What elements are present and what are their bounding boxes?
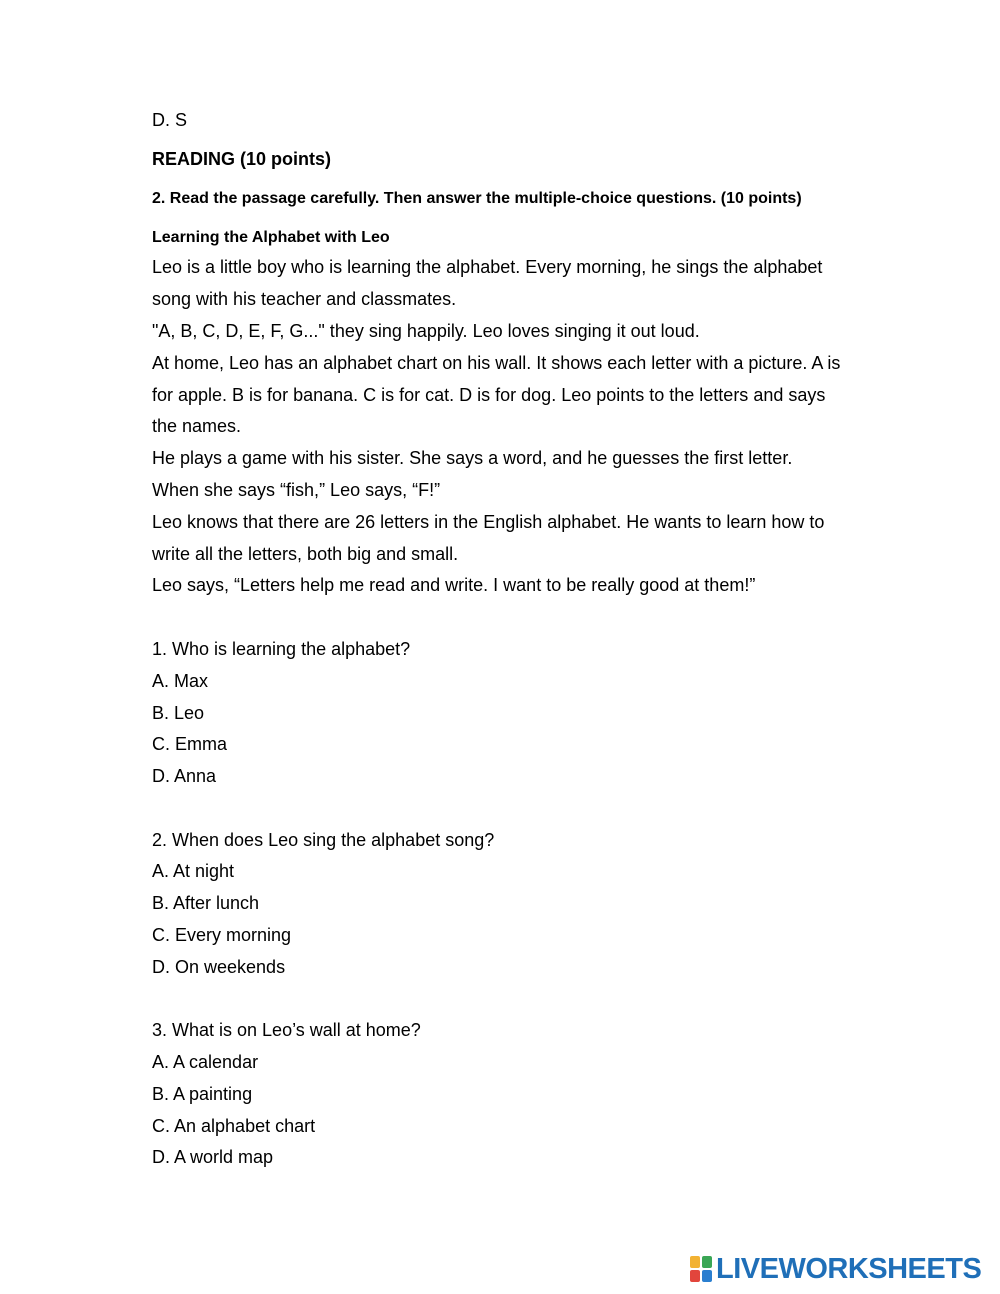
passage-line: the names.: [152, 416, 242, 436]
passage-line: Leo is a little boy who is learning the alphabet. Every morning, he sings the alphabet: [152, 257, 823, 277]
answer-option[interactable]: D. A world map: [152, 1147, 274, 1167]
passage-line: He plays a game with his sister. She says a word, and he guesses the first letter.: [152, 448, 793, 468]
logo-square: [690, 1256, 700, 1268]
passage-line: At home, Leo has an alphabet chart on his wall. It shows each letter with a picture. A is: [152, 353, 841, 373]
passage-line: Leo says, “Letters help me read and write. I want to be really good at them!”: [152, 575, 756, 595]
answer-option[interactable]: B. A painting: [152, 1084, 253, 1104]
logo-square: [702, 1256, 712, 1268]
passage-line: song with his teacher and classmates.: [152, 289, 457, 309]
answer-option[interactable]: D. On weekends: [152, 957, 286, 977]
passage-title: Learning the Alphabet with Leo: [152, 229, 390, 246]
answer-option[interactable]: A. At night: [152, 861, 235, 881]
logo-square: [690, 1270, 700, 1282]
answer-option[interactable]: D. Anna: [152, 766, 217, 786]
instruction-text: 2. Read the passage carefully. Then answer the multiple-choice questions. (10 points): [152, 190, 802, 207]
answer-option[interactable]: A. A calendar: [152, 1052, 259, 1072]
answer-option[interactable]: C. Every morning: [152, 925, 292, 945]
section-title: READING (10 points): [152, 149, 332, 169]
passage-line: Leo knows that there are 26 letters in the English alphabet. He wants to learn how to: [152, 512, 825, 532]
question-text: 1. Who is learning the alphabet?: [152, 639, 411, 659]
logo-text: LIVEWORKSHEETS: [716, 1253, 982, 1285]
logo-square: [702, 1270, 712, 1282]
passage-line: "A, B, C, D, E, F, G..." they sing happily. Leo loves singing it out loud.: [152, 321, 700, 341]
answer-option[interactable]: B. After lunch: [152, 893, 260, 913]
passage-line: When she says “fish,” Leo says, “F!”: [152, 480, 441, 500]
question-text: 2. When does Leo sing the alphabet song?: [152, 830, 495, 850]
answer-option[interactable]: B. Leo: [152, 703, 205, 723]
liveworksheets-logo-icon: [690, 1256, 712, 1282]
answer-option[interactable]: A. Max: [152, 671, 209, 691]
question-text: 3. What is on Leo’s wall at home?: [152, 1020, 421, 1040]
answer-option[interactable]: C. An alphabet chart: [152, 1116, 316, 1136]
passage-line: write all the letters, both big and small.: [152, 544, 459, 564]
answer-option[interactable]: C. Emma: [152, 734, 228, 754]
liveworksheets-logo: [690, 1253, 981, 1285]
passage-line: for apple. B is for banana. C is for cat. D is for dog. Leo points to the letters and says: [152, 385, 826, 405]
previous-answer-option[interactable]: D. S: [152, 110, 188, 130]
